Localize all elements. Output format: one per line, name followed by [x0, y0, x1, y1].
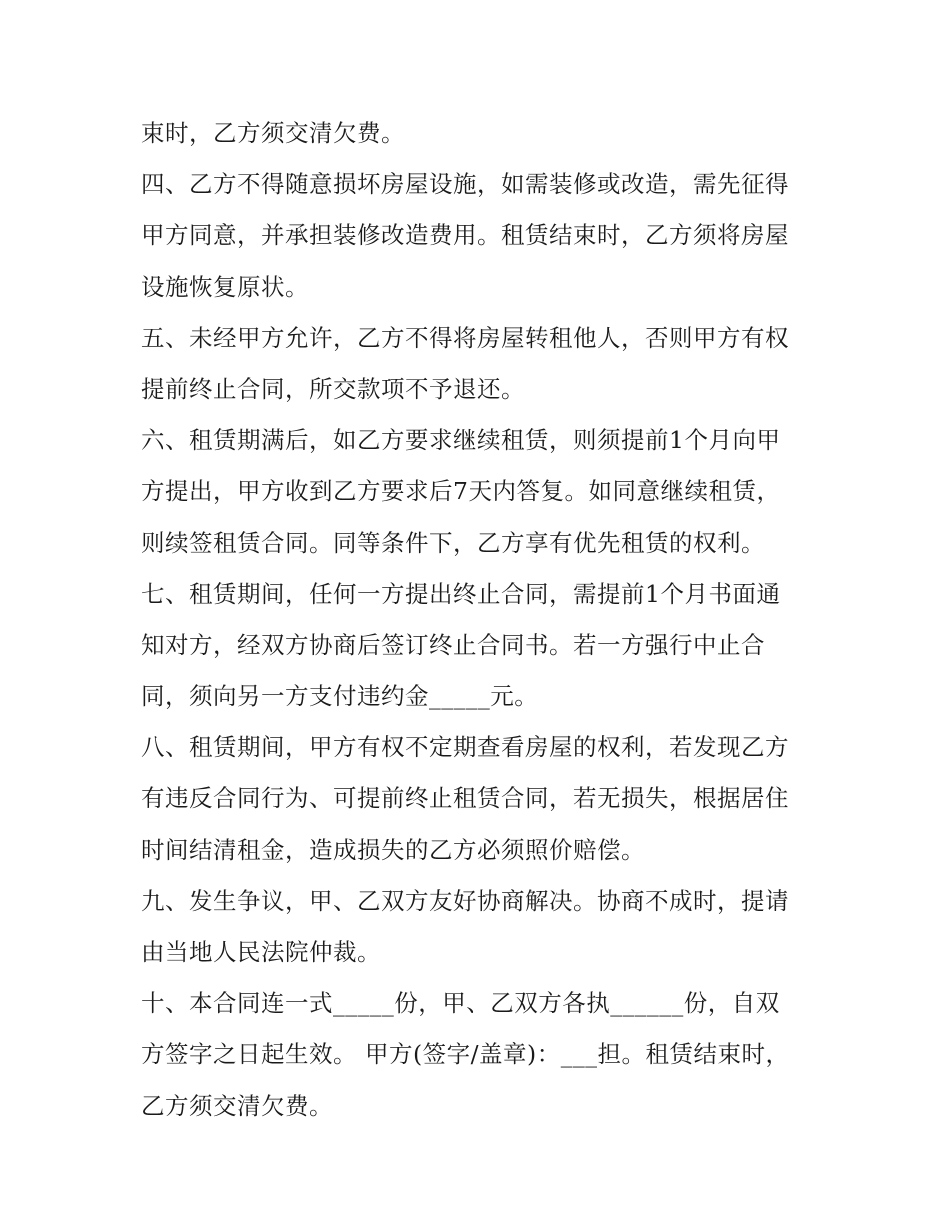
text-line: 方签字之日起生效。 甲方(签字/盖章)：___担。租赁结束时， [141, 1040, 790, 1069]
clause-7-line: 七、租赁期间，任何一方提出终止合同，需提前1个月书面通 [141, 579, 781, 608]
text-line: 则续签租赁合同。同等条件下，乙方享有优先租赁的权利。 [141, 528, 765, 557]
clause-8-line: 八、租赁期间，甲方有权不定期查看房屋的权利，若发现乙方 [141, 733, 789, 762]
text-line: 知对方，经双方协商后签订终止合同书。若一方强行中止合 [141, 630, 765, 659]
contract-text-body [141, 108, 813, 1132]
text-line: 同，须向另一方支付违约金_____元。 [141, 682, 539, 711]
clause-10-line: 十、本合同连一式_____份，甲、乙双方各执______份，自双 [141, 989, 780, 1018]
clause-4-line: 四、乙方不得随意损坏房屋设施，如需装修或改造，需先征得 [141, 170, 789, 199]
text-line: 束时，乙方须交清欠费。 [141, 119, 405, 147]
text-line: 提前终止合同，所交款项不予退还。 [141, 374, 525, 403]
text-line: 乙方须交清欠费。 [141, 1091, 333, 1120]
clause-6-line: 六、租赁期满后，如乙方要求继续租赁，则须提前1个月向甲 [141, 426, 781, 455]
text-line: 甲方同意，并承担装修改造费用。租赁结束时，乙方须将房屋 [141, 221, 789, 250]
text-line: 设施恢复原状。 [141, 272, 309, 301]
text-line: 方提出，甲方收到乙方要求后7天内答复。如同意继续租赁， [141, 477, 781, 506]
text-line: 有违反合同行为、可提前终止租赁合同，若无损失，根据居住 [141, 784, 789, 813]
clause-5-line: 五、未经甲方允许，乙方不得将房屋转租他人，否则甲方有权 [141, 323, 789, 352]
clause-9-line: 九、发生争议，甲、乙双方友好协商解决。协商不成时，提请 [141, 886, 789, 915]
text-line: 由当地人民法院仲裁。 [141, 938, 381, 966]
text-line: 时间结清租金，造成损失的乙方必须照价赔偿。 [141, 835, 645, 864]
